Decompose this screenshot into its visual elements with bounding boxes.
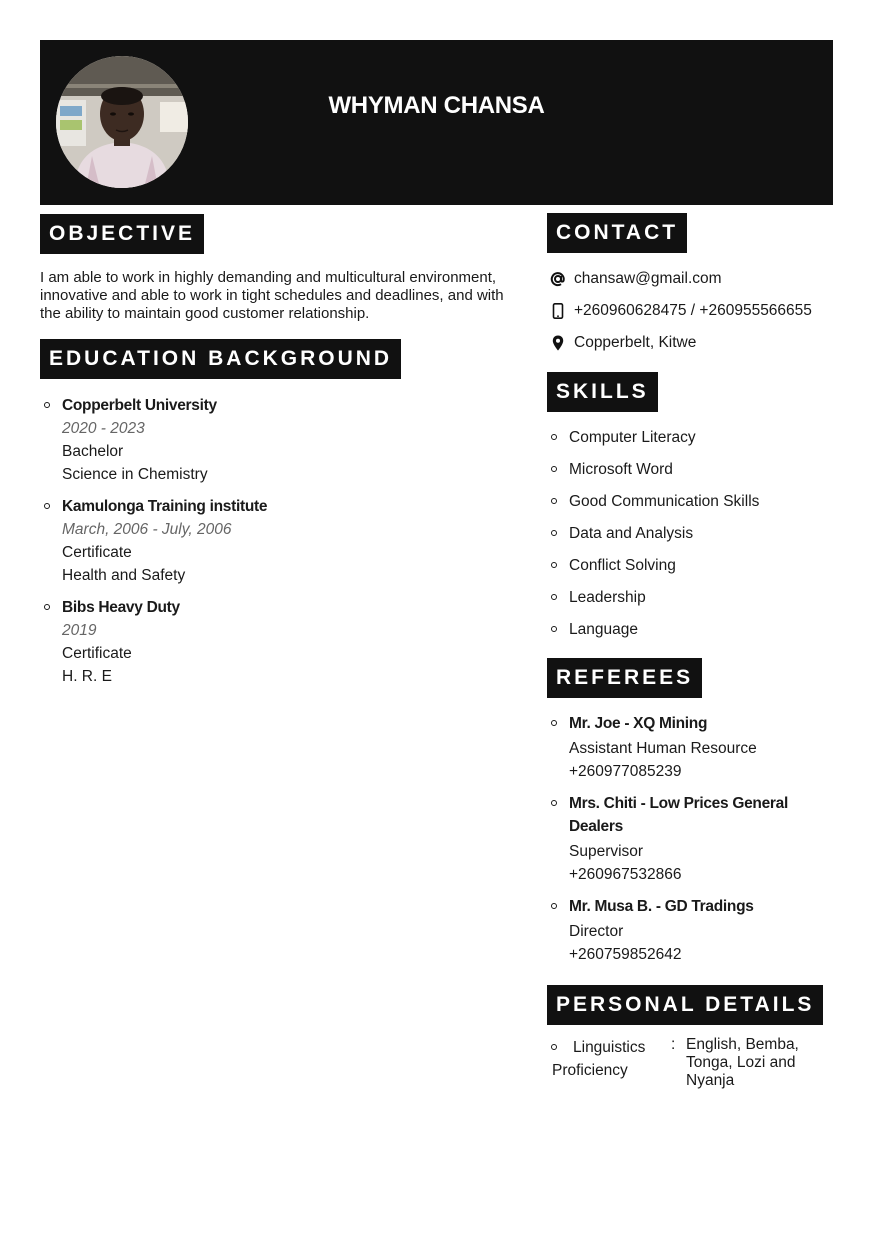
education-list bbox=[40, 394, 510, 697]
at-icon bbox=[550, 271, 566, 287]
referee-phone: +260977085239 bbox=[569, 763, 682, 780]
skills-list bbox=[547, 426, 847, 650]
referee-phone: +260759852642 bbox=[569, 946, 682, 963]
referee-role: Assistant Human Resource bbox=[569, 740, 757, 757]
phone-icon bbox=[550, 303, 566, 319]
profile-photo-icon bbox=[56, 56, 188, 188]
education-date: March, 2006 - July, 2006 bbox=[62, 521, 232, 538]
list-item bbox=[547, 712, 827, 783]
education-date: 2019 bbox=[62, 622, 97, 639]
list-item: Leadership bbox=[547, 586, 847, 618]
personal-detail-colon: : bbox=[671, 1036, 676, 1053]
education-qualification: Certificate bbox=[62, 645, 132, 662]
skills-heading: SKILLS bbox=[547, 372, 658, 412]
education-institution: Copperbelt University bbox=[62, 397, 217, 414]
list-item bbox=[547, 792, 827, 886]
list-item: Computer Literacy bbox=[547, 426, 847, 458]
list-item: Good Communication Skills bbox=[547, 490, 847, 522]
header-banner bbox=[40, 40, 833, 205]
avatar bbox=[56, 56, 188, 188]
referee-phone: +260967532866 bbox=[569, 866, 682, 883]
objective-text: I am able to work in highly demanding and multicultural environment, innovative and able to work in tight schedules and deadlines, and with the ability to maintain good customer relationship. bbox=[40, 269, 504, 322]
location-pin-icon bbox=[550, 335, 566, 351]
education-qualification: Certificate bbox=[62, 544, 132, 561]
education-date: 2020 - 2023 bbox=[62, 420, 145, 437]
education-field: H. R. E bbox=[62, 668, 112, 685]
contact-email[interactable]: chansaw@gmail.com bbox=[574, 270, 722, 287]
education-heading: EDUCATION BACKGROUND bbox=[40, 339, 401, 379]
referee-role: Supervisor bbox=[569, 843, 644, 860]
referees-list bbox=[547, 712, 827, 975]
education-institution: Kamulonga Training institute bbox=[62, 498, 268, 515]
objective-heading: OBJECTIVE bbox=[40, 214, 204, 254]
list-item bbox=[547, 895, 827, 966]
contact-location: Copperbelt, Kitwe bbox=[574, 334, 697, 351]
referee-name: Mr. Joe - XQ Mining bbox=[569, 715, 708, 732]
list-item: Data and Analysis bbox=[547, 522, 847, 554]
list-item: Language bbox=[547, 618, 847, 650]
candidate-name: WHYMAN CHANSA bbox=[328, 92, 545, 119]
education-qualification: Bachelor bbox=[62, 443, 124, 460]
education-field: Science in Chemistry bbox=[62, 466, 208, 483]
referee-role: Director bbox=[569, 923, 624, 940]
referees-heading: REFEREES bbox=[547, 658, 702, 698]
personal-detail-label: Linguistics Proficiency bbox=[552, 1039, 646, 1079]
education-institution: Bibs Heavy Duty bbox=[62, 599, 180, 616]
contact-phone[interactable]: +260960628475 / +260955566655 bbox=[574, 302, 812, 319]
list-item: Conflict Solving bbox=[547, 554, 847, 586]
personal-details-heading: PERSONAL DETAILS bbox=[547, 985, 823, 1025]
referee-name: Mr. Musa B. - GD Tradings bbox=[569, 898, 754, 915]
list-item bbox=[40, 394, 510, 486]
list-item bbox=[40, 495, 510, 587]
referee-name: Mrs. Chiti - Low Prices General Dealers bbox=[569, 795, 788, 835]
personal-detail-value: English, Bemba, Tonga, Lozi and Nyanja bbox=[686, 1036, 799, 1089]
list-item: Microsoft Word bbox=[547, 458, 847, 490]
contact-heading: CONTACT bbox=[547, 213, 687, 253]
education-field: Health and Safety bbox=[62, 567, 186, 584]
list-item bbox=[40, 596, 510, 688]
